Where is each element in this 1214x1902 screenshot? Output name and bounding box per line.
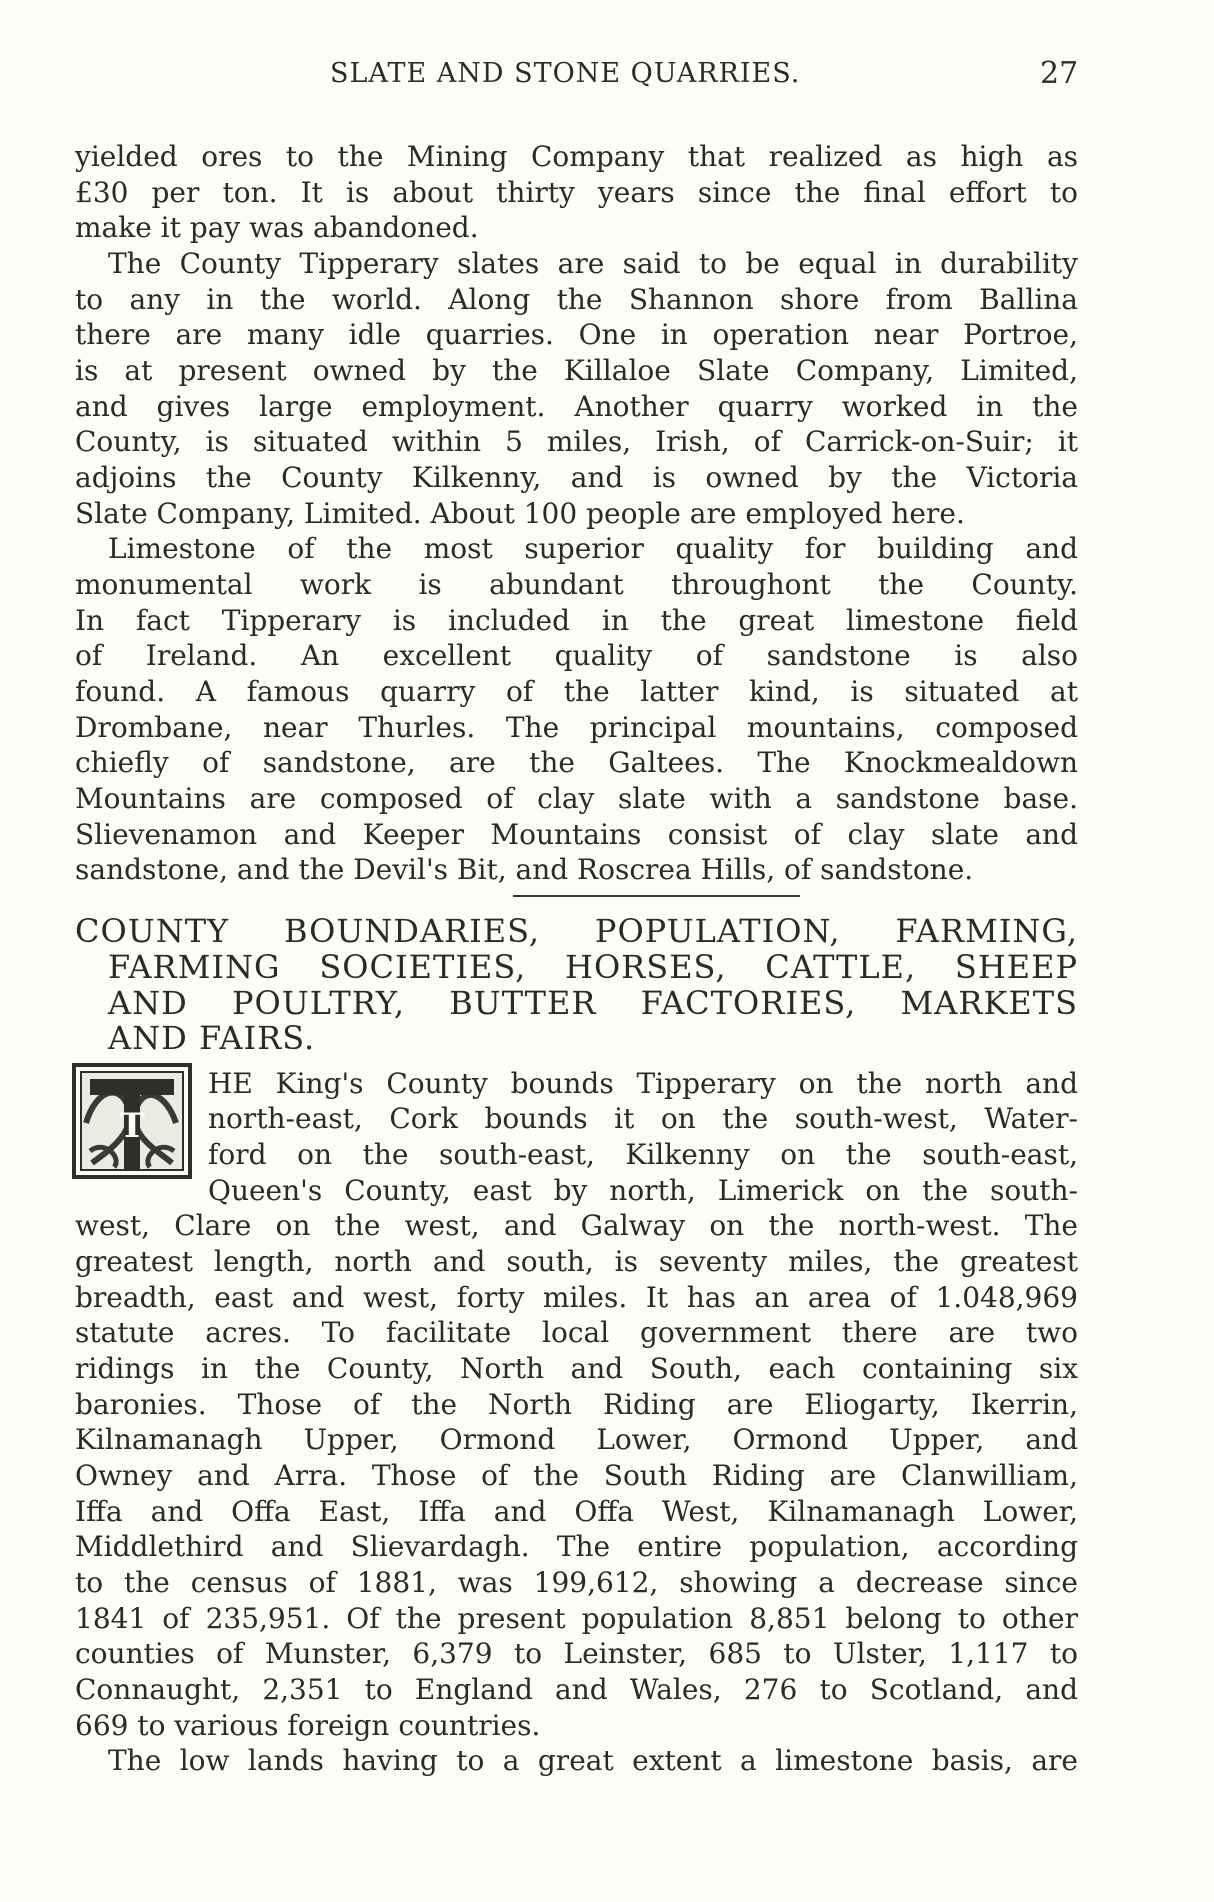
running-title: SLATE AND STONE QUARRIES. xyxy=(330,58,801,89)
body-line: greatest length, north and south, is seventy miles, the greatest xyxy=(75,1245,1078,1278)
body-line: chiefly of sandstone, are the Galtees. The Knockmealdown xyxy=(75,746,1078,779)
drop-cap-letter: T xyxy=(119,1106,145,1146)
section-heading-line: AND POULTRY, BUTTER FACTORIES, MARKETS xyxy=(108,984,1078,1022)
body-line: Owney and Arra. Those of the South Riding are Clanwilliam, xyxy=(75,1459,1078,1492)
body-line: north-east, Cork bounds it on the south-west, Water- xyxy=(208,1102,1078,1135)
body-line: found. A famous quarry of the latter kind, is situated at xyxy=(75,675,1078,708)
body-line: Connaught, 2,351 to England and Wales, 276 to Scotland, and xyxy=(75,1673,1078,1706)
body-line: Middlethird and Slievardagh. The entire population, according xyxy=(75,1530,1078,1563)
section-heading-line: FARMING SOCIETIES, HORSES, CATTLE, SHEEP xyxy=(108,948,1078,986)
page-number: 27 xyxy=(1040,56,1079,91)
body-line: is at present owned by the Killaloe Slate Company, Limited, xyxy=(75,354,1078,387)
body-line: make it pay was abandoned. xyxy=(75,211,479,244)
body-line: 1841 of 235,951. Of the present population 8,851 belong to other xyxy=(75,1602,1078,1635)
body-line: there are many idle quarries. One in operation near Portroe, xyxy=(75,318,1078,351)
body-line: Kilnamanagh Upper, Ormond Lower, Ormond Upper, and xyxy=(75,1423,1078,1456)
body-line: Mountains are composed of clay slate with a sandstone base. xyxy=(75,782,1078,815)
body-line: Limestone of the most superior quality for building and xyxy=(108,532,1078,565)
body-line: sandstone, and the Devil's Bit, and Roscrea Hills, of sandstone. xyxy=(75,853,974,886)
body-line: County, is situated within 5 miles, Irish, of Carrick-on-Suir; it xyxy=(75,425,1078,458)
section-heading-line: COUNTY BOUNDARIES, POPULATION, FARMING, xyxy=(75,912,1078,950)
body-line: to the census of 1881, was 199,612, showing a decrease since xyxy=(75,1566,1078,1599)
section-divider xyxy=(513,895,800,897)
body-line: Slate Company, Limited. About 100 people are employed here. xyxy=(75,497,965,530)
body-line: In fact Tipperary is included in the great limestone field xyxy=(75,604,1078,637)
body-line: baronies. Those of the North Riding are Eliogarty, Ikerrin, xyxy=(75,1388,1078,1421)
body-line: 669 to various foreign countries. xyxy=(75,1709,541,1742)
body-line: and gives large employment. Another quarry worked in the xyxy=(75,390,1078,423)
body-line: statute acres. To facilitate local government there are two xyxy=(75,1316,1078,1349)
body-line: ridings in the County, North and South, each containing six xyxy=(75,1352,1078,1385)
body-line: counties of Munster, 6,379 to Leinster, 685 to Ulster, 1,117 to xyxy=(75,1637,1078,1670)
body-line: Queen's County, east by north, Limerick on the south- xyxy=(208,1174,1078,1207)
body-line: monumental work is abundant throughont the County. xyxy=(75,568,1078,601)
body-line: Drombane, near Thurles. The principal mountains, composed xyxy=(75,711,1078,744)
body-line: Slievenamon and Keeper Mountains consist of clay slate and xyxy=(75,818,1078,851)
body-line: west, Clare on the west, and Galway on the north-west. The xyxy=(75,1209,1078,1242)
body-line: of Ireland. An excellent quality of sandstone is also xyxy=(75,639,1078,672)
body-line: breadth, east and west, forty miles. It has an area of 1.048,969 xyxy=(75,1281,1078,1314)
body-line: The low lands having to a great extent a limestone basis, are xyxy=(108,1744,1078,1777)
section-heading-line: AND FAIRS. xyxy=(108,1019,316,1057)
body-line: £30 per ton. It is about thirty years since the final effort to xyxy=(75,176,1078,209)
body-line: ford on the south-east, Kilkenny on the south-east, xyxy=(208,1138,1078,1171)
body-line: Iffa and Offa East, Iffa and Offa West, Kilnamanagh Lower, xyxy=(75,1495,1078,1528)
body-line: The County Tipperary slates are said to be equal in durability xyxy=(108,247,1078,280)
body-line: adjoins the County Kilkenny, and is owned by the Victoria xyxy=(75,461,1078,494)
body-line: yielded ores to the Mining Company that realized as high as xyxy=(75,140,1078,173)
body-line: to any in the world. Along the Shannon shore from Ballina xyxy=(75,283,1078,316)
body-line: HE King's County bounds Tipperary on the north and xyxy=(208,1067,1078,1100)
drop-cap-ornament xyxy=(72,1063,192,1179)
